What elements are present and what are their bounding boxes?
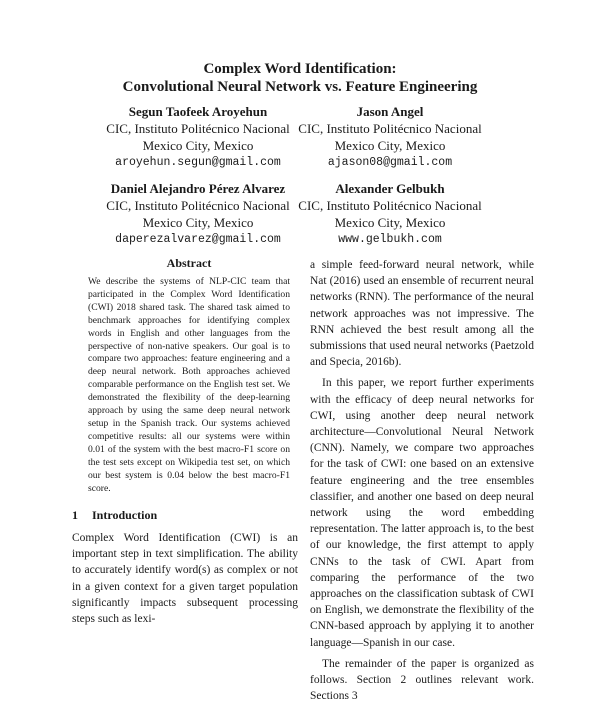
paragraph: In this paper, we report further experiments with the efficacy of deep neural networks for CWI, using another deep neural network architecture—Convolutional Neural Network (CNN). Namely, we compare two approaches for the task of CWI: one based on an extensive feature engineering and the tree ensembles classifier, and another one based on deep neural network using the word embedding representation. The latter approach is, to the best of our knowledge, the first attempt to apply CNNs to the task of CWI. Apart from comparing the performance of the two approaches on the classification subtask of CWI on English, we demonstrate the flexibility of the CNN-based approach by applying it to another language—Spanish in our case. — [310, 377, 534, 649]
author-block — [88, 103, 308, 171]
author-name: Segun Taofeek Aroyehun — [128, 104, 268, 119]
abstract-text: We describe the systems of NLP-CIC team that participated in the Complex Word Identification (CWI) 2018 shared task. The shared task aimed to benchmark approaches for identifying complex words in English and other languages from the perspective of non-native speakers. Our goal is to compare two approaches: feature engineering and a deep neural network. Both approaches achieved comparable performance on the English test set. We demonstrated the flexibility of the deep-learning approach by using the same deep neural network setup in the Spanish track. Our systems achieved competitive results: all our systems were within 0.01 of the system with the best macro-F1 score on the test sets except on Wikipedia test set, on which our best system is 0.04 below the best macro-F1 score. — [88, 276, 290, 494]
author-block — [280, 180, 500, 248]
author-name: Daniel Alejandro Pérez Alvarez — [110, 181, 286, 196]
author-email[interactable]: ajason08@gmail.com — [327, 156, 453, 169]
author-affiliation: CIC, Instituto Politécnico Nacional — [106, 198, 290, 213]
author-location: Mexico City, Mexico — [142, 138, 254, 153]
author-website[interactable]: www.gelbukh.com — [338, 233, 442, 246]
section-heading — [72, 508, 157, 523]
paragraph: a simple feed-forward neural network, while Nat (2016) used an ensemble of recurrent neural networks (RNN). The performance of the neural network approaches was not impressive. The RNN achieved the best result among all the submissions that used neural networks (Paetzold and Specia, 2016b). — [310, 259, 534, 369]
title-line-2: Convolutional Neural Network vs. Feature Engineering — [122, 79, 478, 95]
author-block — [88, 180, 308, 248]
section-title: Introduction — [92, 508, 158, 522]
section-number: 1 — [72, 508, 78, 522]
author-affiliation: CIC, Instituto Politécnico Nacional — [106, 121, 290, 136]
paper-title — [0, 60, 600, 96]
author-email[interactable]: aroyehun.segun@gmail.com — [115, 156, 281, 169]
author-location: Mexico City, Mexico — [142, 215, 254, 230]
abstract-heading: Abstract — [166, 256, 212, 270]
paragraph: The remainder of the paper is organized as follows. Section 2 outlines relevant work. Sections 3 — [310, 657, 534, 703]
title-line-1: Complex Word Identification: — [203, 61, 397, 77]
author-location: Mexico City, Mexico — [334, 215, 446, 230]
author-name: Alexander Gelbukh — [335, 181, 445, 196]
author-affiliation: CIC, Instituto Politécnico Nacional — [298, 198, 482, 213]
author-email[interactable]: daperezalvarez@gmail.com — [115, 233, 281, 246]
author-location: Mexico City, Mexico — [334, 138, 446, 153]
author-block — [280, 103, 500, 171]
author-name: Jason Angel — [356, 104, 424, 119]
author-affiliation: CIC, Instituto Politécnico Nacional — [298, 121, 482, 136]
right-column — [310, 257, 534, 704]
introduction-text: Complex Word Identification (CWI) is an important step in text simplification. The ability to accurately identify word(s) as complex or not in a given context for a given target population significantly impacts subsequent processing steps such as lexi- — [72, 532, 298, 626]
